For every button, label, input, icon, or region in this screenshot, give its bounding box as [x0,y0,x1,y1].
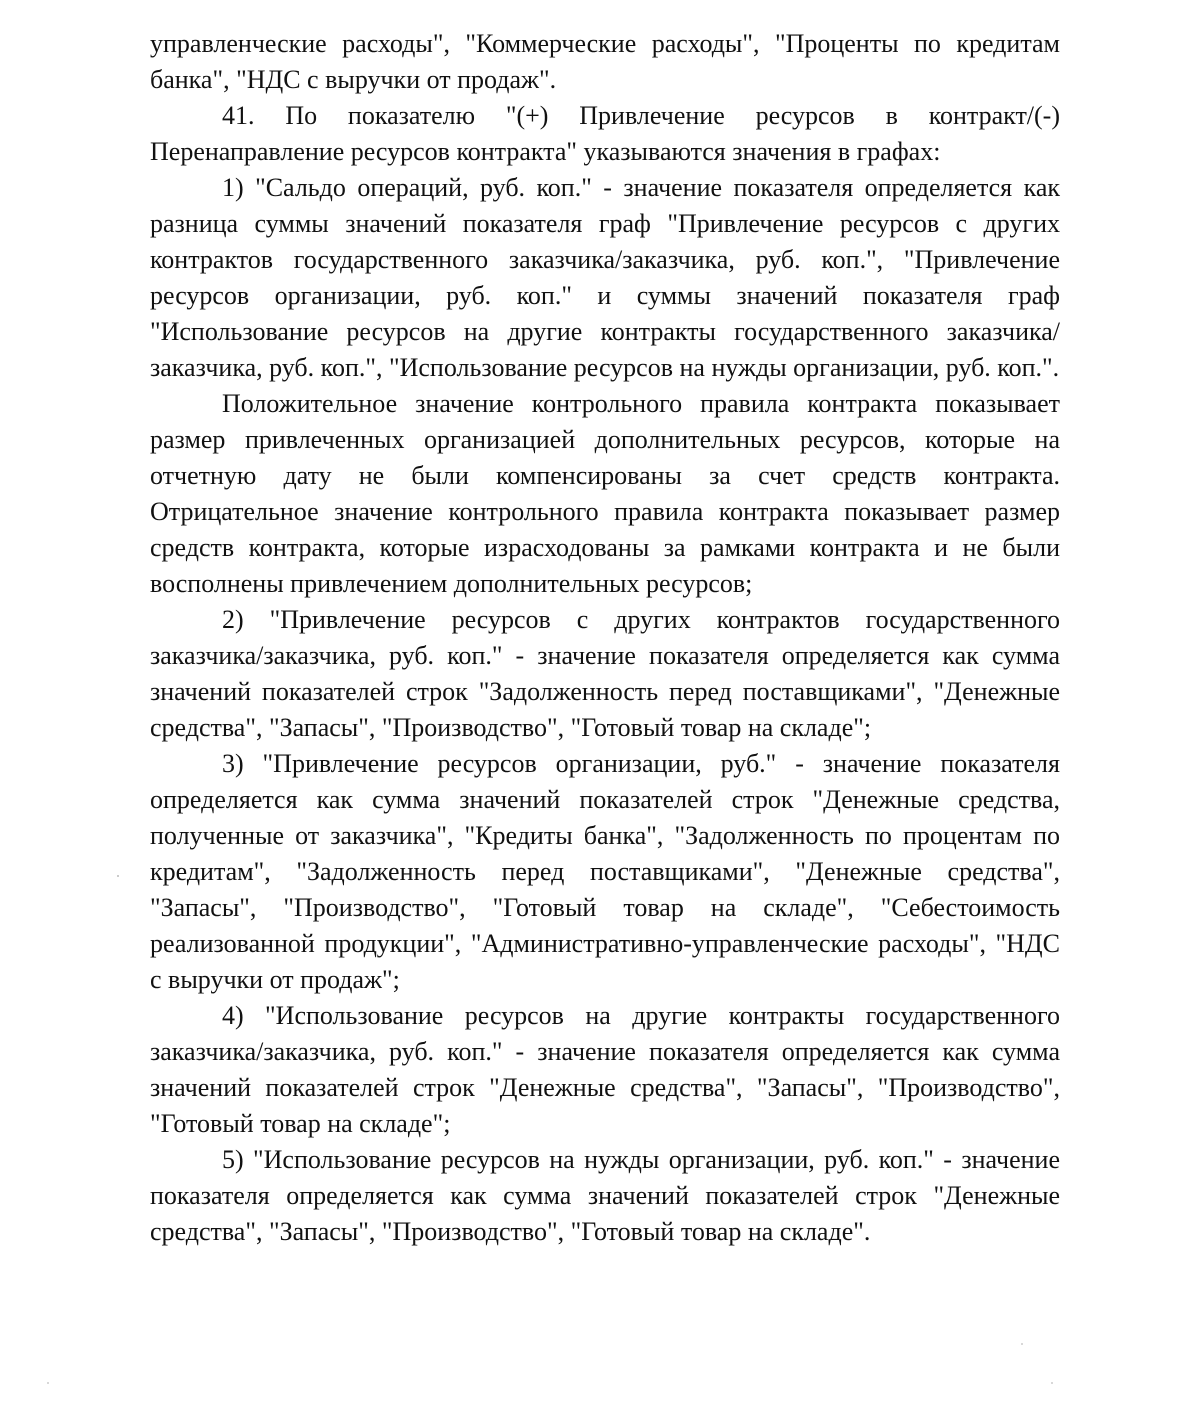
paragraph-continuation: управленческие расходы", "Коммерческие расходы", "Проценты по кредитам банка", "НДС с выручки от продаж". [150,29,1060,94]
scan-speck [47,1382,49,1384]
paragraph-subitem-1: 1) "Сальдо операций, руб. коп." - значение показателя определяется как разница суммы значений показателя граф "Привлечение ресурсов с других контрактов государственного заказчика/заказчика, руб. коп.", "Привлечение ресурсов организации, руб. коп." и суммы значений показателя граф "Использование ресурсов на другие контракты государственного заказчика/заказчика, руб. коп.", "Использование ресурсов на нужды организации, руб. коп.". [150,173,1060,382]
document-page [150,26,1060,1250]
scan-speck [117,875,119,877]
paragraph-subitem-3: 3) "Привлечение ресурсов организации, руб." - значение показателя определяется как сумма значений показателей строк "Денежные средства, полученные от заказчика", "Кредиты банка", "Задолженность по процентам по кредитам", "Задолженность перед поставщиками", "Денежные средства", "Запасы", "Производство", "Готовый товар на складе", "Себестоимость реализованной продукции", "Административно-управленческие расходы", "НДС с выручки от продаж"; [150,749,1060,994]
paragraph-item-41: 41. По показателю "(+) Привлечение ресурсов в контракт/(-) Перенаправление ресурсов контракта" указываются значения в графах: [150,101,1060,166]
paragraph-subitem-2: 2) "Привлечение ресурсов с других контрактов государственного заказчика/заказчика, руб. коп." - значение показателя определяется как сумма значений показателей строк "Задолженность перед поставщиками", "Денежные средства", "Запасы", "Производство", "Готовый товар на складе"; [150,605,1060,742]
paragraph-control-rule: Положительное значение контрольного правила контракта показывает размер привлеченных организацией дополнительных ресурсов, которые на отчетную дату не были компенсированы за счет средств контракта. Отрицательное значение контрольного правила контракта показывает размер средств контракта, которые израсходованы за рамками контракта и не были восполнены привлечением дополнительных ресурсов; [150,389,1060,598]
scan-speck [1021,1343,1023,1345]
scan-speck [1051,1382,1053,1384]
paragraph-subitem-5: 5) "Использование ресурсов на нужды организации, руб. коп." - значение показателя определяется как сумма значений показателей строк "Денежные средства", "Запасы", "Производство", "Готовый товар на складе". [150,1145,1060,1246]
paragraph-subitem-4: 4) "Использование ресурсов на другие контракты государственного заказчика/заказчика, руб. коп." - значение показателя определяется как сумма значений показателей строк "Денежные средства", "Запасы", "Производство", "Готовый товар на складе"; [150,1001,1060,1138]
